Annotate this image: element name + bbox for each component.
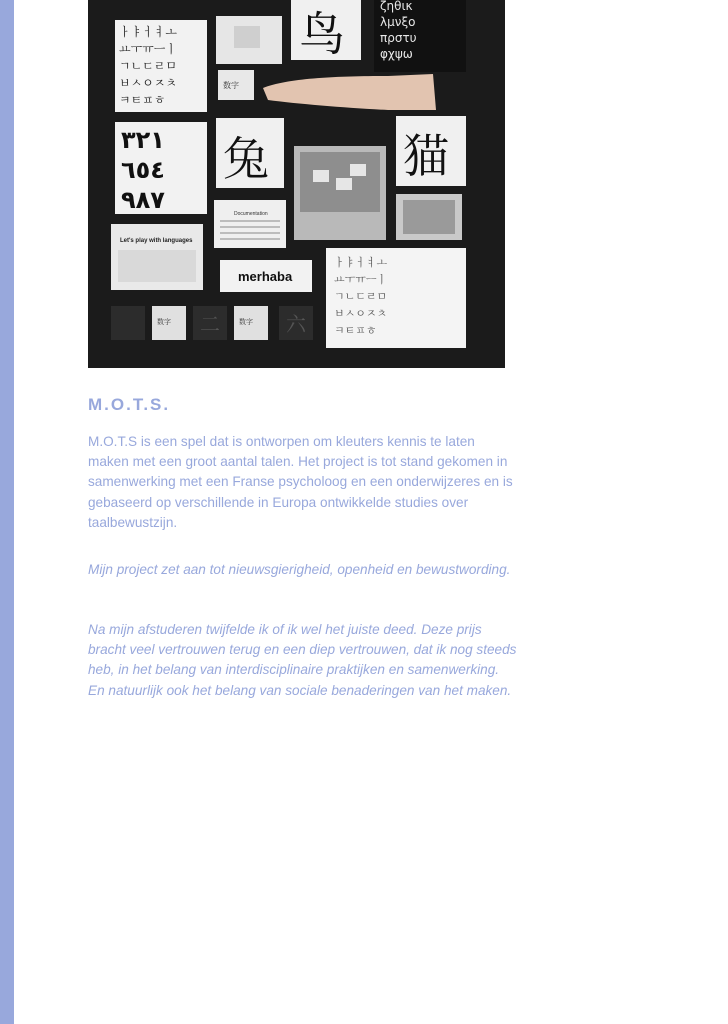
bottom-tile-glyph: 六 bbox=[286, 312, 306, 336]
documentation-title: Documentation bbox=[234, 211, 268, 217]
bottom-tile-label: 数字 bbox=[157, 318, 171, 326]
article-intro: M.O.T.S is een spel dat is ontworpen om kleuters kennis te laten maken met een groot aantal talen. Het project is tot stand gekomen in samenwerking met een Franse psycholoog en een onderwijzeres en is gebaseerd op verschillende in Europa ontwikkelde studies over taalbewustzijn. bbox=[88, 434, 513, 530]
hangul-sheet-row: ㅋㅌㅍㅎ bbox=[334, 324, 377, 337]
rabbit-glyph: 兔 bbox=[223, 132, 269, 186]
hand-illustration bbox=[263, 74, 436, 110]
hangul-row: ㅋㅌㅍㅎ bbox=[119, 93, 166, 107]
hangul-sheet-row: ㄱㄴㄷㄹㅁ bbox=[334, 290, 388, 303]
documentation-card bbox=[214, 200, 286, 248]
hangul-sheet-row: ㅂㅅㅇㅈㅊ bbox=[334, 307, 388, 320]
hangul-sheet-row: ㅛㅜㅠㅡㅣ bbox=[334, 273, 388, 286]
merhaba-label: merhaba bbox=[238, 269, 293, 284]
article-heading: M.O.T.S. bbox=[88, 395, 171, 414]
greek-row: πρστυ bbox=[380, 31, 417, 45]
article-quote-1: Mijn project zet aan tot nieuwsgierigheid, openheid en bewustwording. bbox=[88, 562, 511, 577]
number-card-label: 数字 bbox=[223, 81, 239, 90]
play-card-image bbox=[118, 250, 196, 282]
arabic-card-rows bbox=[121, 126, 165, 214]
documentation-line bbox=[220, 226, 280, 228]
arabic-row: ٣٢١ bbox=[121, 126, 165, 154]
documentation-line bbox=[220, 232, 280, 234]
project-photo bbox=[88, 0, 505, 368]
documentation-line bbox=[220, 238, 280, 240]
bottom-tile-glyph: 二 bbox=[200, 312, 220, 336]
arabic-row: ٦٥٤ bbox=[121, 156, 165, 184]
bottom-tile bbox=[111, 306, 145, 340]
photo-sheet-card bbox=[350, 164, 366, 176]
hangul-row: ㅛㅜㅠㅡㅣ bbox=[119, 42, 177, 56]
play-card-title: Let's play with languages bbox=[120, 238, 193, 244]
greek-row: ζηθικ bbox=[380, 0, 413, 13]
hangul-sheet-row: ㅏㅑㅓㅕㅗ bbox=[334, 256, 388, 269]
photo-sheet-card bbox=[336, 178, 352, 190]
cat-glyph: 猫 bbox=[403, 129, 449, 183]
photo-card-inner bbox=[234, 26, 260, 48]
greek-card-rows bbox=[380, 0, 417, 61]
documentation-line bbox=[220, 220, 280, 222]
photo-illustration bbox=[88, 0, 505, 368]
hangul-row: ㄱㄴㄷㄹㅁ bbox=[119, 59, 177, 73]
greek-row: φχψω bbox=[380, 47, 413, 61]
greek-row: λμνξο bbox=[380, 15, 416, 29]
hangul-row: ㅂㅅㅇㅈㅊ bbox=[119, 76, 177, 90]
photo-small-right-inner bbox=[403, 200, 455, 234]
photo-sheet-card bbox=[313, 170, 329, 182]
bottom-tile-label: 数字 bbox=[239, 318, 253, 326]
hangul-row: ㅏㅑㅓㅕㅗ bbox=[119, 25, 177, 39]
arabic-row: ٩٨٧ bbox=[121, 186, 165, 214]
accent-side-bar bbox=[0, 0, 14, 1024]
bird-glyph: 鸟 bbox=[299, 7, 345, 61]
article-quote-2: Na mijn afstuderen twijfelde ik of ik wel het juiste deed. Deze prijs bracht veel vertrouwen terug en een diep vertrouwen, dat ik nog steeds heb, in het belang van interdisciplinaire praktijken en samenwerking. En natuurlijk ook het belang van sociale benaderingen van het maken. bbox=[88, 622, 517, 698]
